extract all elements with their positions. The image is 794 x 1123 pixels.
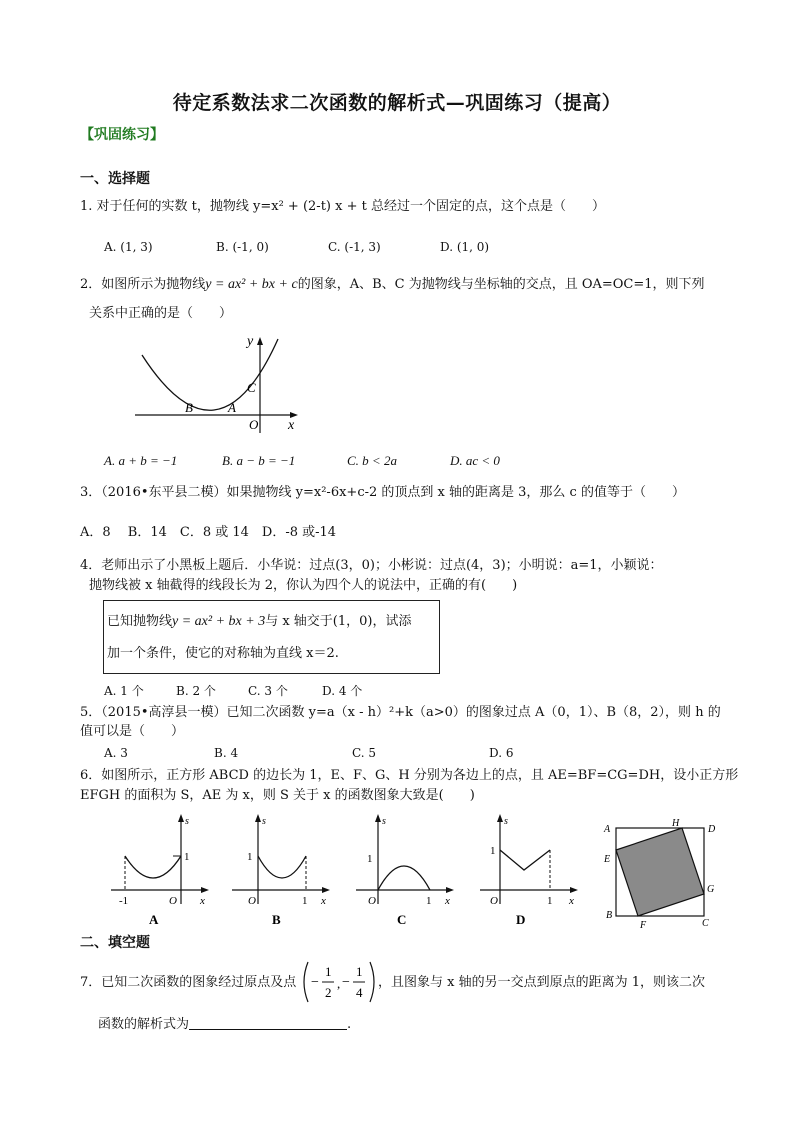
q4-box-line1 [107,613,412,631]
q6d-origin: O [490,895,498,907]
q4-line2: 抛物线被 x 轴截得的线段长为 2，你认为四个人的说法中，正确的有( ) [89,578,518,593]
arrow-icon [570,887,578,893]
q6d-tick-1x: 1 [547,895,553,907]
q7-num2: 1 [356,964,363,979]
sq-label-a: A [604,824,611,835]
q5-line1: 5．（2015•高淳县一模）已知二次函数 y=a（x - h）²+k（a>0）的图象过点 A（0，1）、B（8，2），则 h 的 [80,705,721,720]
q6c-tick-1: 1 [367,853,373,865]
q6-line1: 6．如图所示，正方形 ABCD 的边长为 1，E、F、G、H 分别为各边上的点，且 AE=BF=CG=DH，设小正方形 [80,768,739,783]
q6-graph-b-label: B [272,912,281,927]
arrow-icon [201,887,209,893]
sq-label-d: D [708,824,716,835]
q5-option-d: D. 6 [489,746,514,760]
page-title: 待定系数法求二次函数的解析式—巩固练习（提高） [172,92,622,114]
arrow-icon [497,814,503,822]
q2-label-c: C [247,380,256,395]
q6d-axis-s: s [504,816,508,827]
q1-text: 1. 对于任何的实数 t，抛物线 y=x² + (2-t) x + t 总经过一个固定的点，这个点是（ ） [80,199,605,214]
q1-option-c: C. (-1, 3) [328,240,381,254]
q6-graph-b [228,812,336,928]
q6-graph-c-label: C [397,912,407,927]
q4-option-d: D. 4 个 [322,684,363,698]
q2-formula: y = ax² + bx + c [205,277,298,292]
q6-graph-d [476,812,584,928]
minus-sign: − [311,975,319,990]
q2-y-arrow [257,337,263,345]
q6c-origin: O [368,895,376,907]
q4-option-a: A. 1 个 [104,684,144,698]
q4-option-c: C. 3 个 [248,684,288,698]
q7-num1: 1 [325,964,332,979]
q6-line2: EFGH 的面积为 S，AE 为 x，则 S 关于 x 的函数图象大致是( ) [80,788,475,803]
q7-line2-text: 函数的解析式为 [98,1017,190,1032]
q6b-origin: O [248,895,256,907]
q2-label-x: x [288,418,295,433]
sq-label-e: E [604,854,611,865]
q2-option-a: A. a + b = −1 [104,453,178,468]
q7-lead: 7．已知二次函数的图象经过原点及点 [80,975,297,990]
arrow-icon [322,887,330,893]
q6b-axis-x: x [321,895,326,907]
q6a-origin: O [169,895,177,907]
q5-option-c: C. 5 [352,746,377,760]
q6a-axis-x: x [200,895,205,907]
q4-box-post: 与 x 轴交于(1，0)，试添 [265,614,412,629]
q2-option-d: D. ac < 0 [450,453,500,468]
q2-option-c: C. b < 2a [347,453,397,468]
sq-label-c: C [702,918,709,929]
comma: , [337,976,341,991]
answer-blank[interactable] [189,1015,347,1030]
q6c-axis-x: x [445,895,450,907]
q2-text [80,276,705,294]
sq-label-f: F [640,920,647,930]
q6b-axis-s: s [262,816,266,827]
q7-den1: 2 [325,985,332,1000]
arrow-icon [255,814,261,822]
right-paren [370,962,374,1002]
arrow-icon [375,814,381,822]
q6-graph-c [352,812,460,928]
section-tag: 【巩固练习】 [80,127,164,143]
q7-line2 [98,1015,351,1034]
q6-graph-a [107,812,215,928]
q6d-axis-x: x [569,895,574,907]
q2-label-o: O [249,417,259,432]
q7-den2: 4 [356,985,363,1000]
q6-square-figure [600,818,722,930]
sq-label-h: H [672,818,680,829]
q5-option-a: A. 3 [104,746,128,760]
arrow-icon [178,814,184,822]
q2-line2: 关系中正确的是（ ） [89,306,233,321]
q6c-tick-1x: 1 [426,895,432,907]
q2-label-y: y [247,334,254,349]
q6b-tick-1x: 1 [302,895,308,907]
q1-option-a: A. (1, 3) [104,240,153,254]
left-paren [304,962,308,1002]
q4-box-line2: 加一个条件，使它的对称轴为直线 x＝2. [107,646,339,661]
q6a-tick-1: 1 [184,851,190,863]
q4-option-b: B. 2 个 [176,684,216,698]
q6b-tick-1: 1 [247,851,253,863]
q6-graph-a-label: A [149,912,159,927]
q2-tail: 的图象，A、B、C 为抛物线与坐标轴的交点，且 OA=OC=1，则下列 [297,277,705,292]
q3-options: A．8 B．14 C．8 或 14 D．-8 或-14 [80,525,337,540]
q6a-tick-neg1: -1 [119,895,129,907]
q2-label-a: A [228,400,236,415]
q6c-axis-s: s [382,816,386,827]
q6-graph-d-label: D [516,912,526,927]
q5-line2: 值可以是（ ） [80,724,185,739]
q2-option-b: B. a − b = −1 [222,453,296,468]
q2-curve [142,339,278,410]
q4-line1: 4．老师出示了小黑板上题后．小华说：过点(3，0)；小彬说：过点(4，3)；小明说：a=1，小颖说： [80,558,663,573]
inner-square [616,828,704,916]
q2-label-b: B [185,400,193,415]
q4-box-pre: 已知抛物线 [107,614,173,629]
q6a-axis-s: s [185,816,189,827]
arrow-icon [446,887,454,893]
q1-option-d: D. (1, 0) [440,240,490,254]
q7-end: . [347,1017,352,1032]
q2-parabola-figure [130,333,305,435]
q3-text: 3．（2016•东平县二模）如果抛物线 y=x²-6x+c-2 的顶点到 x 轴的距离是 3，那么 c 的值等于（ ） [80,485,685,500]
q7-tail: ，且图象与 x 轴的另一交点到原点的距离为 1，则该二次 [378,975,705,990]
q7-point [300,958,380,1006]
minus-sign-2: − [342,975,350,990]
section-choice-heading: 一、选择题 [80,171,150,187]
q1-option-b: B. (-1, 0) [216,240,269,254]
q5-option-b: B. 4 [214,746,239,760]
section-fill-heading: 二、填空题 [80,935,150,951]
sq-label-b: B [606,910,613,921]
q2-lead: 2．如图所示为抛物线 [80,277,206,292]
q6d-tick-1: 1 [490,845,496,857]
q4-box-formula: y = ax² + bx + 3 [172,614,266,629]
sq-label-g: G [707,884,715,895]
